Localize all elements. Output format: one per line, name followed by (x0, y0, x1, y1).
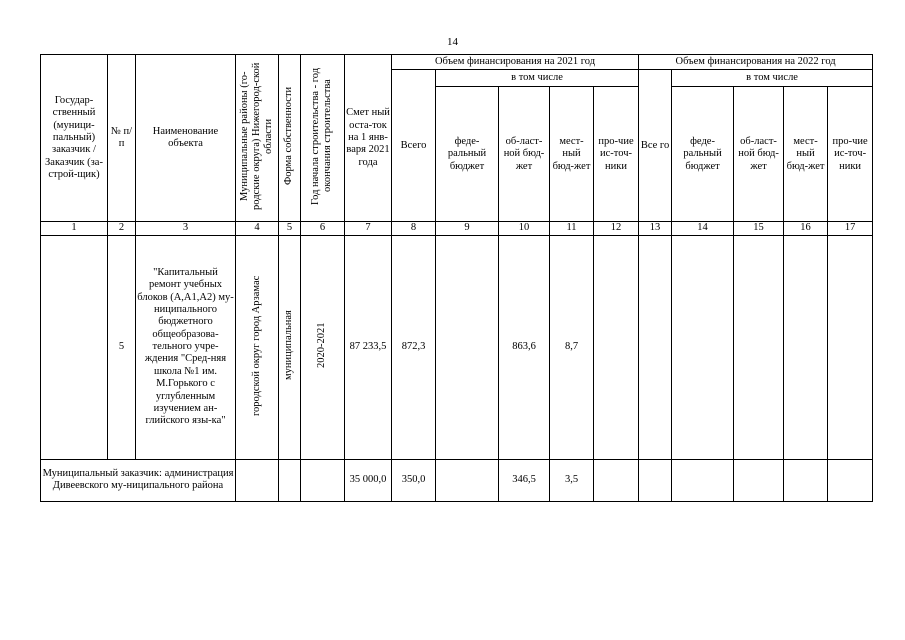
summary-empty (236, 459, 279, 501)
col-number: 9 (436, 222, 499, 235)
summary-label: Муниципальный заказчик: администрация Дивеевского му-ниципального района (41, 459, 236, 501)
row-district (236, 235, 279, 459)
row-total-2022 (639, 235, 672, 459)
col-number: 13 (639, 222, 672, 235)
header-regional-2022: об-ласт-ной бюд-жет (734, 87, 784, 222)
header-including-2022: в том числе (672, 70, 873, 87)
row-total-2021: 872,3 (392, 235, 436, 459)
col-number: 10 (499, 222, 550, 235)
col-number: 6 (301, 222, 345, 235)
row-years (301, 235, 345, 459)
header-federal-2022: феде-ральный бюджет (672, 87, 734, 222)
header-federal-2021: феде-ральный бюджет (436, 87, 499, 222)
row-local-2021: 8,7 (550, 235, 594, 459)
summary-empty (594, 459, 639, 501)
header-other-2021: про-чие ис-точ-ники (594, 87, 639, 222)
header-fin-2022: Объем финансирования на 2022 год (639, 55, 873, 70)
row-customer (41, 235, 108, 459)
row-regional-2021: 863,6 (499, 235, 550, 459)
header-ownership-text: Форма собственности (283, 86, 295, 186)
summary-empty (301, 459, 345, 501)
summary-regional-2021: 346,5 (499, 459, 550, 501)
header-local-2022: мест-ный бюд-жет (784, 87, 828, 222)
row-other-2021 (594, 235, 639, 459)
summary-empty (784, 459, 828, 501)
row-num: 5 (108, 235, 136, 459)
row-district-text: городской округ город Арзамас (250, 274, 262, 416)
col-number: 1 (41, 222, 108, 235)
header-total-2022: Все го (639, 70, 672, 222)
col-number: 3 (136, 222, 236, 235)
summary-empty (734, 459, 784, 501)
header-districts (236, 55, 279, 222)
summary-empty (672, 459, 734, 501)
header-local-2021: мест-ный бюд-жет (550, 87, 594, 222)
financing-table (40, 54, 873, 502)
header-object-name: Наименование объекта (136, 55, 236, 222)
table-row (41, 235, 873, 459)
col-number: 15 (734, 222, 784, 235)
summary-total-2021: 350,0 (392, 459, 436, 501)
col-number: 14 (672, 222, 734, 235)
row-regional-2022 (734, 235, 784, 459)
col-number: 7 (345, 222, 392, 235)
page-number: 14 (447, 36, 458, 48)
summary-row (41, 459, 873, 501)
header-ownership (279, 55, 301, 222)
row-federal-2022 (672, 235, 734, 459)
col-number: 5 (279, 222, 301, 235)
column-numbers-row (41, 222, 873, 235)
header-years (301, 55, 345, 222)
col-number: 8 (392, 222, 436, 235)
header-districts-text: Муниципальные районы (го-родские округа) Нижегород-ской области (238, 62, 275, 210)
header-total-2021: Всего (392, 70, 436, 222)
col-number: 4 (236, 222, 279, 235)
row-federal-2021 (436, 235, 499, 459)
row-estimate: 87 233,5 (345, 235, 392, 459)
row-years-text: 2020-2021 (316, 322, 328, 368)
col-number: 16 (784, 222, 828, 235)
summary-estimate: 35 000,0 (345, 459, 392, 501)
col-number: 11 (550, 222, 594, 235)
row-local-2022 (784, 235, 828, 459)
summary-empty (828, 459, 873, 501)
row-ownership-text: муниципальная (283, 310, 295, 381)
row-object-name: "Капитальный ремонт учебных блоков (А,А1,А2) му-ниципального бюджетного общеобразова-тельного учре-ждения "Сред-няя школа №1 им. М.Горького с углубленным изучением ан-глийского язы-ка" (136, 235, 236, 459)
col-number: 2 (108, 222, 136, 235)
header-fin-2021: Объем финансирования на 2021 год (392, 55, 639, 70)
header-num: № п/п (108, 55, 136, 222)
summary-empty (639, 459, 672, 501)
header-other-2022: про-чие ис-точ-ники (828, 87, 873, 222)
col-number: 12 (594, 222, 639, 235)
summary-empty (279, 459, 301, 501)
header-estimate: Смет ный оста-ток на 1 янв-варя 2021 года (345, 55, 392, 222)
header-customer: Государ-ственный (муници-пальный) заказчик /Заказчик (за-строй-щик) (41, 55, 108, 222)
summary-empty (436, 459, 499, 501)
header-including-2021: в том числе (436, 70, 639, 87)
header-years-text: Год начала строительства - год окончания строительства (310, 67, 334, 205)
col-number: 17 (828, 222, 873, 235)
row-other-2022 (828, 235, 873, 459)
summary-local-2021: 3,5 (550, 459, 594, 501)
row-ownership (279, 235, 301, 459)
header-regional-2021: об-ласт-ной бюд-жет (499, 87, 550, 222)
